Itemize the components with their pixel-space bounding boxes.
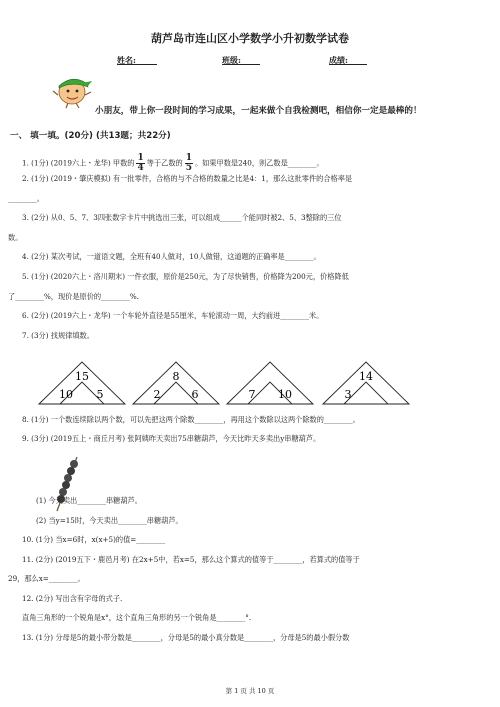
question-3-line-1: 3. (2分) 从0、5、7、3四张数字卡片中挑选出三张，可以组成______个能同时被2、5、3整除的三位 xyxy=(22,213,342,222)
name-field[interactable] xyxy=(117,55,157,65)
score-field[interactable] xyxy=(329,55,367,65)
section-heading: 一、 填一填。(20分) (共13题；共22分) xyxy=(10,131,171,141)
q1-text-a: 1. (1分) (2019六上・龙华) 甲数的 xyxy=(22,158,135,168)
question-10: 10. (1分) 当x=6时，x(x+5)的值=________ xyxy=(22,535,166,544)
question-12-line-2: 直角三角形的一个锐角是x°，这个直角三角形的另一个锐角是________°. xyxy=(22,613,252,622)
question-6: 6. (2分) (2019六上・龙华) 一个车轮外直径是55厘米，车轮滚动一周，大约前进________米。 xyxy=(22,311,324,320)
page-footer: 第 1 页 共 10 页 xyxy=(225,687,275,695)
mascot-icon xyxy=(52,71,94,109)
question-1 xyxy=(22,154,324,173)
question-7: 7. (3分) 找规律填数。 xyxy=(22,331,94,340)
triangle-2-top: 8 xyxy=(172,370,180,383)
q1-text-b: 等于乙数的 xyxy=(146,158,183,168)
fraction-denominator: 5 xyxy=(185,163,192,173)
name-label: 姓名: xyxy=(117,55,136,65)
question-5-line-2: 了________%，现价是原价的________%. xyxy=(8,292,139,301)
triangle-3-right: 10 xyxy=(278,388,292,401)
triangle-4 xyxy=(323,362,409,404)
question-12-line-1: 12. (2分) 写出含有字母的式子. xyxy=(22,594,123,603)
fraction-denominator: 4 xyxy=(137,163,144,173)
intro-text: 小朋友，带上你一段时间的学习成果，一起来做个自我检测吧，相信你一定是最棒的！ xyxy=(95,106,422,116)
question-9-part-1: (1) 今天卖出________串糖葫芦。 xyxy=(36,496,142,505)
triangle-4-top: 14 xyxy=(359,370,373,383)
question-11-line-2: 29，那么x=________。 xyxy=(8,574,85,583)
triangle-2-left: 2 xyxy=(153,388,161,401)
question-8: 8. (1分) 一个数连续除以两个数，可以先把这两个除数________，再用这个数除以这两个除数的________。 xyxy=(22,415,360,424)
question-4: 4. (2分) 某次考试，一道语文题，全班有40人做对，10人做错，这道题的正确率是________。 xyxy=(22,252,321,261)
triangle-2-right: 6 xyxy=(191,388,199,401)
class-label: 班级: xyxy=(222,55,241,65)
question-2-line-1: 2. (1分) (2019・肇庆模拟) 有一批零件，合格的与不合格的数量之比是4：1，那么这批零件的合格率是 xyxy=(22,174,353,183)
question-5-line-1: 5. (1分) (2020六上・洛川期末) 一件衣服，原价是250元，为了尽快销售，价格降为200元，价格降低 xyxy=(22,272,349,281)
score-label: 成绩: xyxy=(329,55,348,65)
question-11-line-1: 11. (2分) (2019五下・鹿邑月考) 在2x+5中，若x=5，那么这个算式的值等于________，若算式的值等于 xyxy=(22,555,360,564)
triangle-1-right: 5 xyxy=(96,388,104,401)
question-3-line-2: 数。 xyxy=(8,233,23,242)
exam-title: 葫芦岛市连山区小学数学小升初数学试卷 xyxy=(151,32,349,45)
question-9: 9. (3分) (2019五上・商丘月考) 张阿姨昨天卖出75串糖葫芦，今天比昨天多卖出y串糖葫芦。 xyxy=(22,434,321,443)
fraction-one-fourth xyxy=(136,154,144,173)
triangle-pattern-figure xyxy=(37,360,477,406)
question-13: 13. (1分) 分母是5的最小带分数是________，分母是5的最小真分数是________，分母是5的最小假分数 xyxy=(22,633,350,642)
question-2-line-2[interactable]: ________。 xyxy=(8,194,44,203)
triangle-1-left: 10 xyxy=(59,388,73,401)
triangle-1-top: 15 xyxy=(75,370,89,383)
fraction-numerator: 1 xyxy=(185,153,192,163)
triangle-4-left: 3 xyxy=(344,388,352,401)
q1-text-c: 。如果甲数是240，则乙数是________。 xyxy=(194,158,324,168)
triangle-3-left: 7 xyxy=(248,388,256,401)
triangle-3 xyxy=(227,362,313,404)
triangle-1 xyxy=(39,362,125,404)
question-9-part-2: (2) 当y=15时，今天卖出________串糖葫芦。 xyxy=(36,516,183,525)
fraction-one-fifth xyxy=(185,154,193,173)
triangle-2 xyxy=(133,362,219,404)
class-field[interactable] xyxy=(222,55,260,65)
fraction-numerator: 1 xyxy=(137,153,144,163)
